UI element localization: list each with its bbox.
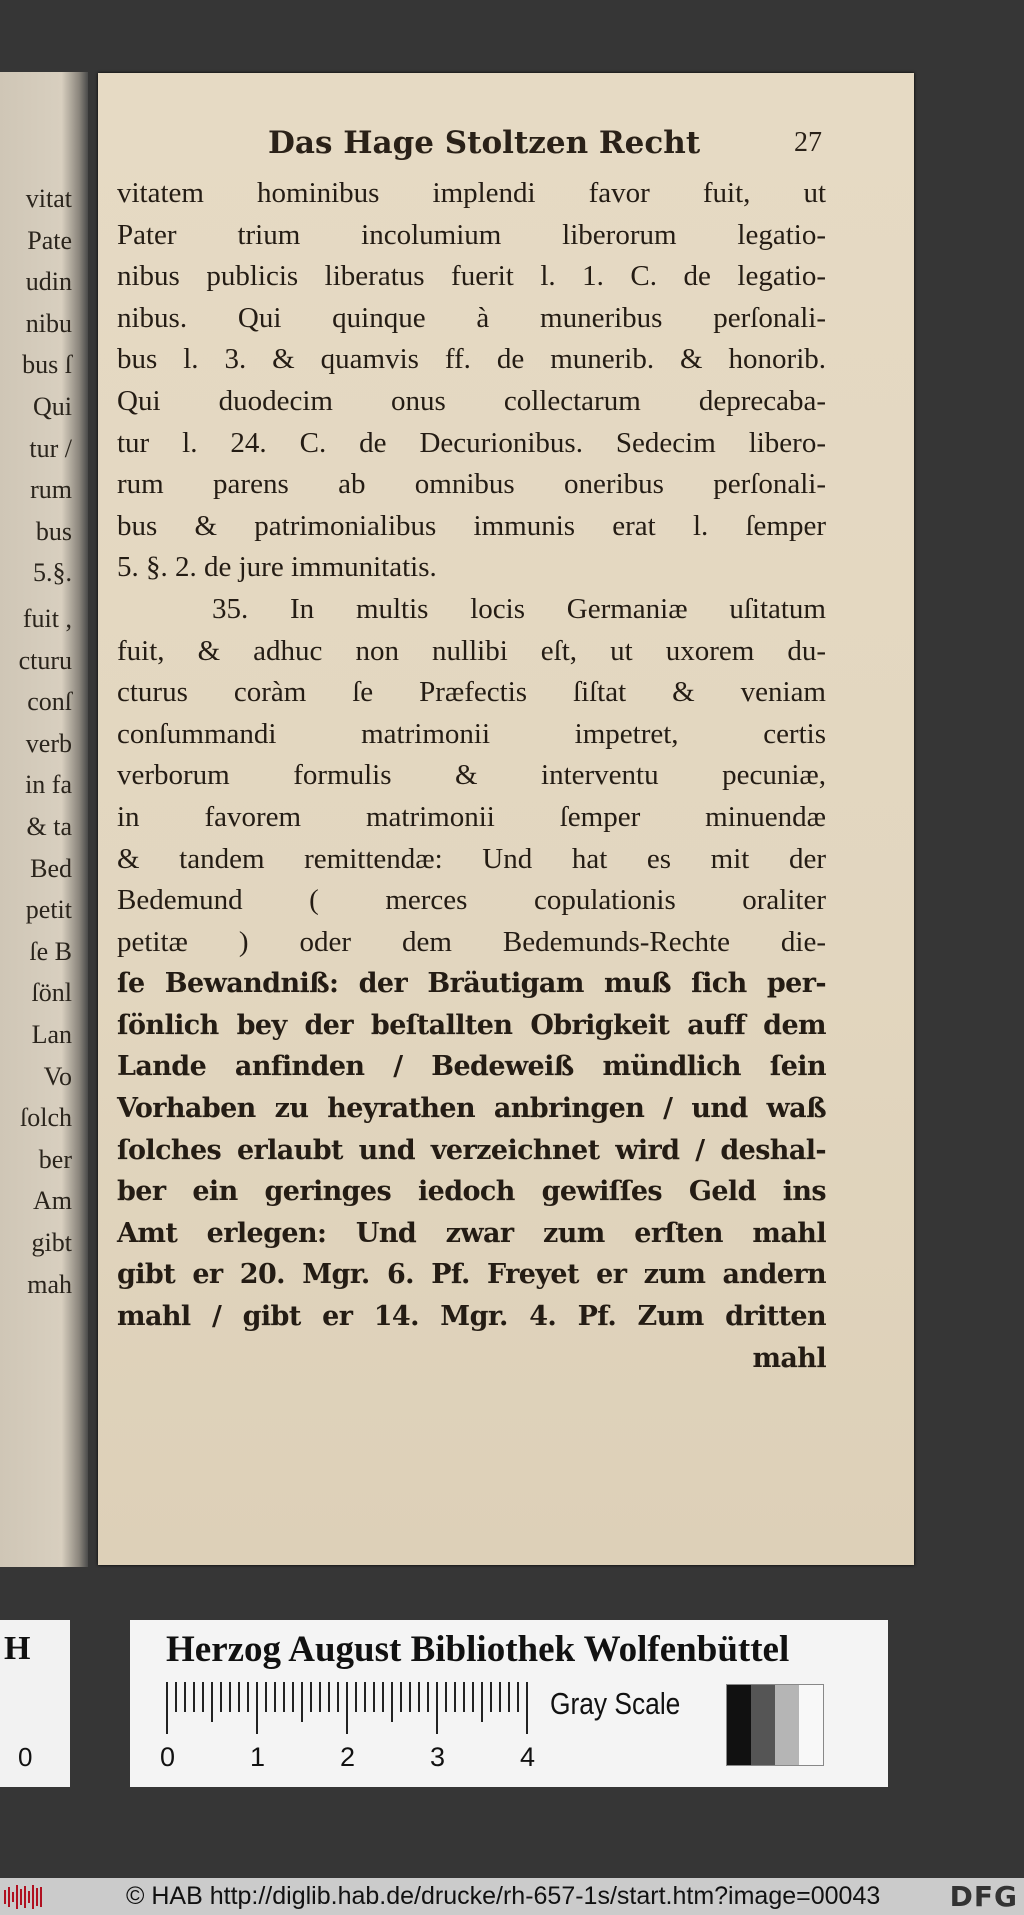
- text-line: cturus coràm ſe Præfectis ſiſtat & veniam: [117, 676, 826, 709]
- text-line: Bedemund ( merces copulationis oraliter: [117, 884, 826, 917]
- adjacent-page-word: in fa: [25, 770, 72, 800]
- text-line: petitæ ) oder dem Bedemunds-Rechte die-: [117, 925, 826, 958]
- ruler-tick: [400, 1682, 402, 1712]
- ruler-tick: [202, 1682, 204, 1712]
- ruler-tick: [418, 1682, 420, 1712]
- text-line: bus & patrimonialibus immunis erat l. ſemper: [117, 509, 826, 542]
- text-line: ſe Bewandniß: der Bräutigam muß ſich per-: [117, 968, 826, 1000]
- ruler-tick: [184, 1682, 186, 1712]
- ruler-label: 4: [520, 1742, 536, 1772]
- adjacent-page-word: ſönl: [31, 978, 72, 1008]
- gray-swatch: [775, 1685, 799, 1765]
- library-name: Herzog August Bibliothek Wolfenbüttel: [166, 1629, 790, 1670]
- adjacent-page-word: rum: [30, 475, 72, 505]
- ruler-tick: [166, 1682, 168, 1734]
- ruler-tick: [220, 1682, 222, 1712]
- adjacent-page-word: tur /: [29, 433, 72, 463]
- adjacent-page-word: cturu: [18, 645, 72, 675]
- ruler-tick: [463, 1682, 465, 1712]
- ruler-tick: [391, 1682, 393, 1722]
- text-line: ſönlich bey der beſtallten Obrigkeit auff dem: [117, 1009, 826, 1041]
- color-calibration-card: [130, 1620, 888, 1787]
- ruler-tick: [247, 1682, 249, 1712]
- text-line: Lande anfinden / Bedeweiß mündlich ſein: [117, 1051, 826, 1083]
- ruler-tick: [526, 1682, 528, 1734]
- ruler-tick: [436, 1682, 438, 1734]
- hab-logo-icon: [4, 1885, 46, 1909]
- gray-scale-label: Gray Scale: [550, 1686, 681, 1721]
- text-line: gibt er 20. Mgr. 6. Pf. Freyet er zum andern: [117, 1259, 826, 1291]
- text-line: ber ein geringes iedoch gewiſſes Geld ins: [117, 1176, 826, 1208]
- adjacent-page-word: Pate: [27, 225, 72, 255]
- ruler-tick: [310, 1682, 312, 1712]
- text-line: rum parens ab omnibus oneribus perſonali-: [117, 468, 826, 501]
- running-head-title: Das Hage Stoltzen Recht: [268, 125, 701, 161]
- ruler-tick: [472, 1682, 474, 1712]
- ruler-tick: [211, 1682, 213, 1722]
- scanned-page: [98, 73, 914, 1565]
- gray-swatch: [751, 1685, 775, 1765]
- copyright-url[interactable]: © HAB http://diglib.hab.de/drucke/rh-657-1s/start.htm?image=00043: [126, 1882, 881, 1910]
- text-line: verborum formulis & interventu pecuniæ,: [117, 759, 826, 792]
- ruler-tick: [409, 1682, 411, 1712]
- text-line: ſolches erlaubt und verzeichnet wird / deshal-: [117, 1134, 826, 1166]
- ruler-tick: [256, 1682, 258, 1734]
- ruler-tick: [175, 1682, 177, 1712]
- ruler-tick: [346, 1682, 348, 1734]
- text-line: bus l. 3. & quamvis ff. de munerib. & honorib.: [117, 343, 826, 376]
- ruler-tick: [319, 1682, 321, 1712]
- adjacent-page-word: Vo: [43, 1061, 72, 1091]
- ruler-tick: [283, 1682, 285, 1712]
- ruler-tick: [355, 1682, 357, 1712]
- text-line: nibus publicis liberatus fuerit l. 1. C. de legatio-: [117, 260, 826, 293]
- adjacent-page-word: bus: [35, 516, 72, 546]
- left-card-letter: H: [4, 1630, 31, 1667]
- ruler-label: 1: [250, 1742, 266, 1772]
- adjacent-page-word: ſolch: [20, 1103, 72, 1133]
- adjacent-page-word: ſe B: [29, 936, 72, 966]
- ruler-tick: [364, 1682, 366, 1712]
- text-line: Pater trium incolumium liberorum legatio-: [117, 218, 826, 251]
- footer-bar: [0, 1878, 1024, 1915]
- ruler-label: 2: [340, 1742, 356, 1772]
- ruler-tick: [373, 1682, 375, 1712]
- page-number: 27: [794, 127, 822, 158]
- ruler-tick: [265, 1682, 267, 1712]
- ruler-tick: [454, 1682, 456, 1712]
- text-line: tur l. 24. C. de Decurionibus. Sedecim libero-: [117, 426, 826, 459]
- ruler-tick: [238, 1682, 240, 1712]
- text-line: mahl / gibt er 14. Mgr. 4. Pf. Zum dritten: [117, 1301, 826, 1333]
- adjacent-page-word: ber: [38, 1144, 72, 1174]
- scale-ruler: [160, 1682, 536, 1782]
- text-line: Amt erlegen: Und zwar zum erſten mahl: [117, 1217, 826, 1249]
- gray-swatch: [727, 1685, 751, 1765]
- adjacent-page-word: petit: [25, 895, 72, 925]
- adjacent-page-word: vitat: [25, 184, 72, 213]
- ruler-tick: [490, 1682, 492, 1712]
- gray-scale-swatches: [726, 1684, 824, 1766]
- adjacent-page-word: Lan: [31, 1020, 72, 1049]
- ruler-tick: [499, 1682, 501, 1712]
- ruler-tick: [292, 1682, 294, 1712]
- ruler-label: 3: [430, 1742, 446, 1772]
- left-card-label: 0: [18, 1742, 33, 1772]
- adjacent-page-word: udin: [25, 267, 72, 297]
- adjacent-page-word: nibu: [25, 308, 72, 338]
- ruler-tick: [337, 1682, 339, 1712]
- adjacent-page-word: fuit ,: [22, 604, 72, 633]
- ruler-tick: [229, 1682, 231, 1712]
- text-line: fuit, & adhuc non nullibi eſt, ut uxorem du-: [117, 634, 826, 667]
- adjacent-page-fragment: [0, 72, 88, 1567]
- ruler-tick: [445, 1682, 447, 1712]
- adjacent-page-word: 5.§.: [33, 558, 72, 588]
- page-body-text: [117, 173, 826, 1379]
- ruler-tick: [193, 1682, 195, 1712]
- text-line: vitatem hominibus implendi favor fuit, ut: [117, 177, 826, 209]
- adjacent-page-word: Bed: [30, 853, 72, 883]
- ruler-tick: [301, 1682, 303, 1722]
- adjacent-page-word: verb: [25, 728, 72, 758]
- text-line: & tandem remittendæ: Und hat es mit der: [117, 842, 826, 875]
- adjacent-page-word: bus ſ: [22, 350, 72, 380]
- adjacent-page-word: conſ: [27, 687, 72, 717]
- text-line: conſummandi matrimonii impetret, certis: [117, 717, 826, 750]
- running-head: [98, 125, 914, 165]
- ruler-label: 0: [160, 1742, 176, 1772]
- ruler-tick: [517, 1682, 519, 1712]
- dfg-logo: DFG: [949, 1880, 1018, 1913]
- adjacent-color-card-fragment: [0, 1620, 70, 1787]
- text-line: 5. §. 2. de jure immunitatis.: [117, 551, 437, 584]
- ruler-tick: [427, 1682, 429, 1712]
- ruler-tick: [382, 1682, 384, 1712]
- text-line: mahl: [752, 1342, 826, 1374]
- text-line: Vorhaben zu heyrathen anbringen / und waß: [117, 1093, 826, 1125]
- adjacent-page-word: mah: [27, 1269, 72, 1299]
- adjacent-page-word: Am: [33, 1186, 72, 1216]
- gray-swatch: [799, 1685, 823, 1765]
- text-line: nibus. Qui quinque à muneribus perſonali-: [117, 301, 826, 334]
- ruler-tick: [481, 1682, 483, 1722]
- ruler-tick: [274, 1682, 276, 1712]
- text-line: in favorem matrimonii ſemper minuendæ: [117, 800, 826, 833]
- text-line: 35. In multis locis Germaniæ uſitatum: [212, 592, 826, 625]
- adjacent-page-word: gibt: [31, 1228, 72, 1257]
- adjacent-page-word: Qui: [33, 392, 72, 421]
- ruler-tick: [508, 1682, 510, 1712]
- text-line: Qui duodecim onus collectarum deprecaba-: [117, 384, 826, 417]
- ruler-tick: [328, 1682, 330, 1712]
- adjacent-page-word: & ta: [26, 812, 72, 841]
